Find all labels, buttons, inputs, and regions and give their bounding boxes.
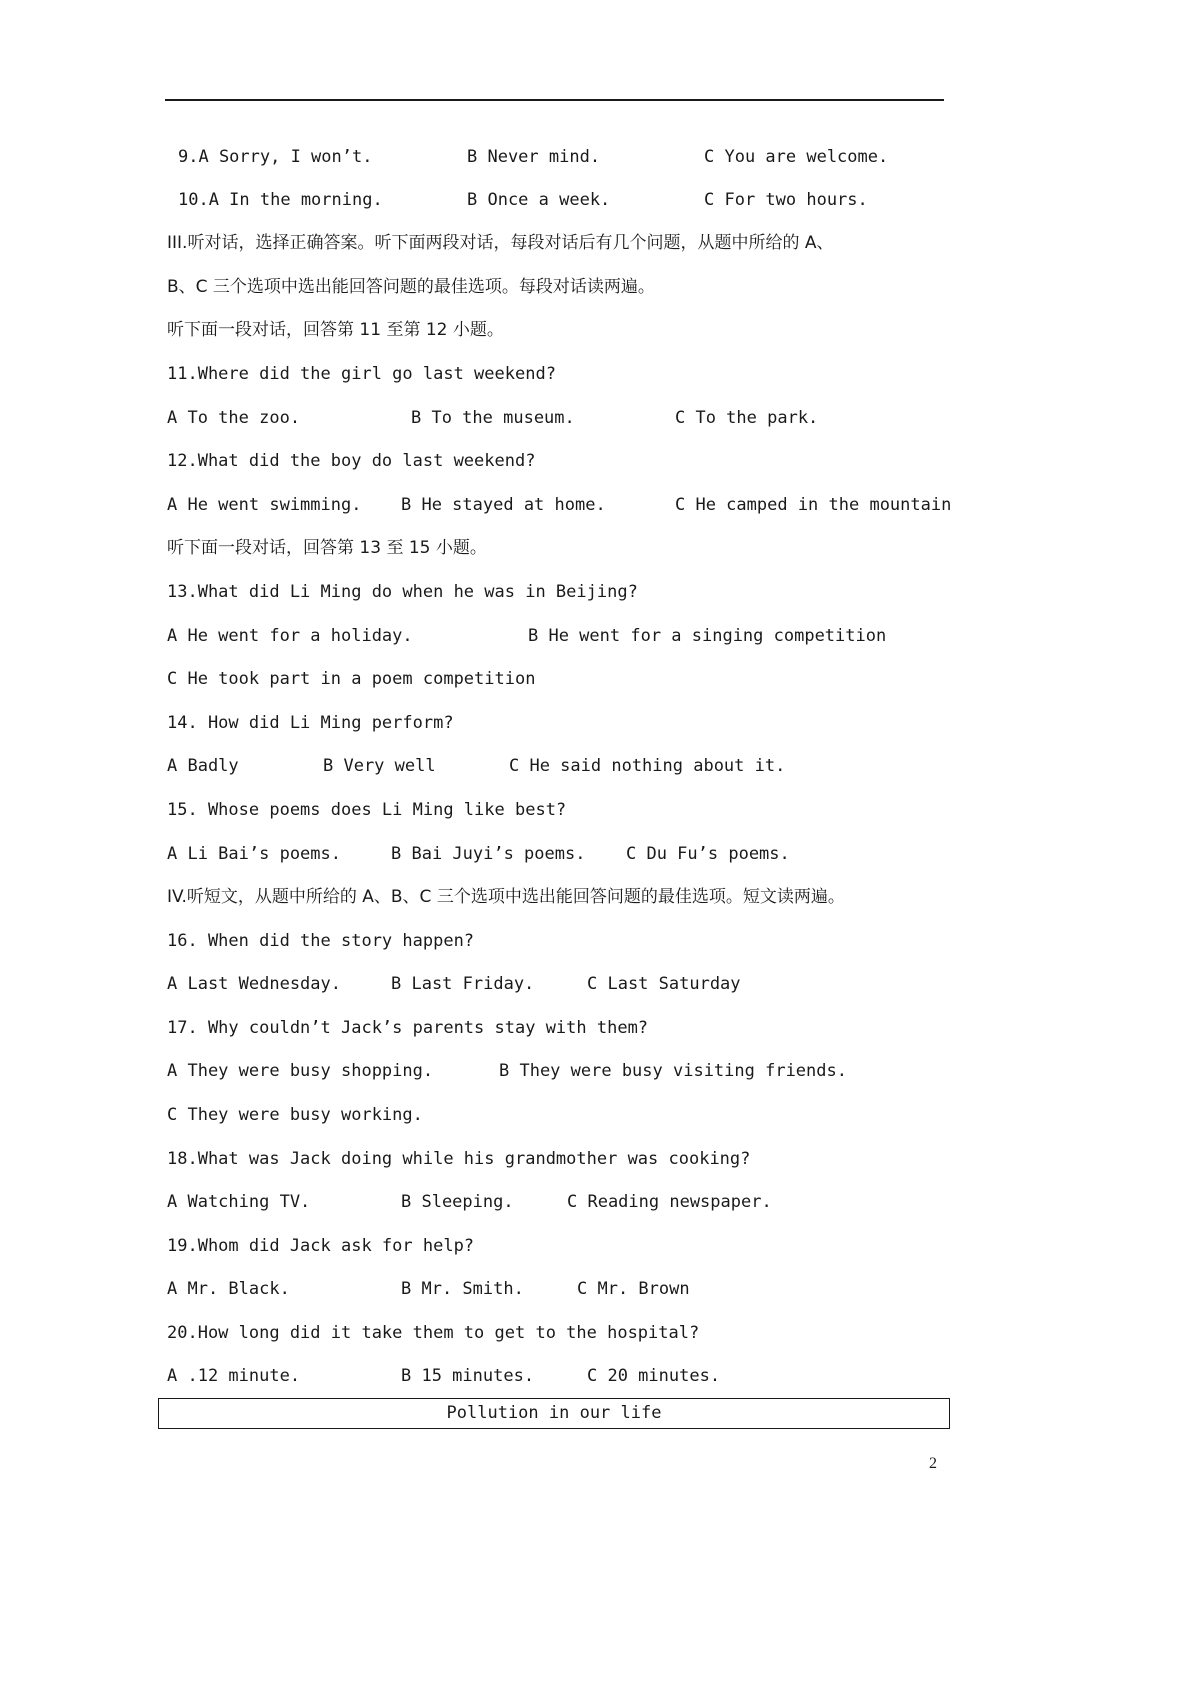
answer-option: B Sleeping. — [401, 1192, 514, 1212]
question-text: 16. When did the story happen? — [167, 931, 475, 951]
answer-option: A Last Wednesday. — [167, 974, 341, 994]
answer-option: C To the park. — [675, 408, 819, 428]
answer-option: B Very well — [323, 756, 436, 776]
question-text: 15. Whose poems does Li Ming like best? — [167, 800, 567, 820]
header-rule — [165, 99, 944, 101]
answer-option: C He said nothing about it. — [509, 756, 786, 776]
question-text: 13.What did Li Ming do when he was in Beijing? — [167, 582, 638, 602]
question-text: 14. How did Li Ming perform? — [167, 713, 454, 733]
answer-option: A Mr. Black. — [167, 1279, 290, 1299]
answer-option: 9.A Sorry, I won’t. — [178, 147, 373, 167]
answer-option: B Once a week. — [467, 190, 611, 210]
answer-option: A They were busy shopping. — [167, 1061, 434, 1081]
answer-option: C Du Fu’s poems. — [626, 844, 790, 864]
instruction-text: B、C 三个选项中选出能回答问题的最佳选项。每段对话读两遍。 — [167, 277, 655, 297]
answer-option: A Watching TV. — [167, 1192, 311, 1212]
answer-option: A .12 minute. — [167, 1366, 301, 1386]
answer-option: B Mr. Smith. — [401, 1279, 524, 1299]
instruction-text: 听下面一段对话，回答第 11 至第 12 小题。 — [167, 320, 504, 340]
instruction-text: IV.听短文，从题中所给的 A、B、C 三个选项中选出能回答问题的最佳选项。短文读两遍。 — [167, 887, 845, 907]
instruction-text: 听下面一段对话，回答第 13 至 15 小题。 — [167, 538, 487, 558]
answer-option: B Never mind. — [467, 147, 601, 167]
answer-option: B He went for a singing competition — [528, 626, 887, 646]
answer-option: C You are welcome. — [704, 147, 889, 167]
question-text: 17. Why couldn’t Jack’s parents stay with them? — [167, 1018, 649, 1038]
answer-option: B They were busy visiting friends. — [499, 1061, 847, 1081]
answer-option: C 20 minutes. — [587, 1366, 721, 1386]
answer-option: B 15 minutes. — [401, 1366, 535, 1386]
question-text: 12.What did the boy do last weekend? — [167, 451, 536, 471]
answer-option: B Last Friday. — [391, 974, 535, 994]
section-title-box: Pollution in our life — [158, 1398, 950, 1429]
answer-option: C For two hours. — [704, 190, 868, 210]
question-text: 11.Where did the girl go last weekend? — [167, 364, 556, 384]
answer-option: C Last Saturday — [587, 974, 741, 994]
instruction-text: III.听对话，选择正确答案。听下面两段对话，每段对话后有几个问题，从题中所给的 A、 — [167, 233, 834, 253]
answer-option: A To the zoo. — [167, 408, 301, 428]
answer-option: C He camped in the mountain — [675, 495, 952, 515]
question-text: C He took part in a poem competition — [167, 669, 536, 689]
answer-option: A Badly — [167, 756, 239, 776]
answer-option: B To the museum. — [411, 408, 575, 428]
question-text: 18.What was Jack doing while his grandmother was cooking? — [167, 1149, 751, 1169]
question-text: 19.Whom did Jack ask for help? — [167, 1236, 475, 1256]
answer-option: A Li Bai’s poems. — [167, 844, 341, 864]
question-text: C They were busy working. — [167, 1105, 423, 1125]
answer-option: A He went swimming. — [167, 495, 362, 515]
page-number: 2 — [929, 1455, 937, 1472]
answer-option: C Reading newspaper. — [567, 1192, 772, 1212]
answer-option: B He stayed at home. — [401, 495, 606, 515]
answer-option: A He went for a holiday. — [167, 626, 413, 646]
question-text: 20.How long did it take them to get to the hospital? — [167, 1323, 700, 1343]
answer-option: C Mr. Brown — [577, 1279, 690, 1299]
answer-option: 10.A In the morning. — [178, 190, 383, 210]
answer-option: B Bai Juyi’s poems. — [391, 844, 586, 864]
